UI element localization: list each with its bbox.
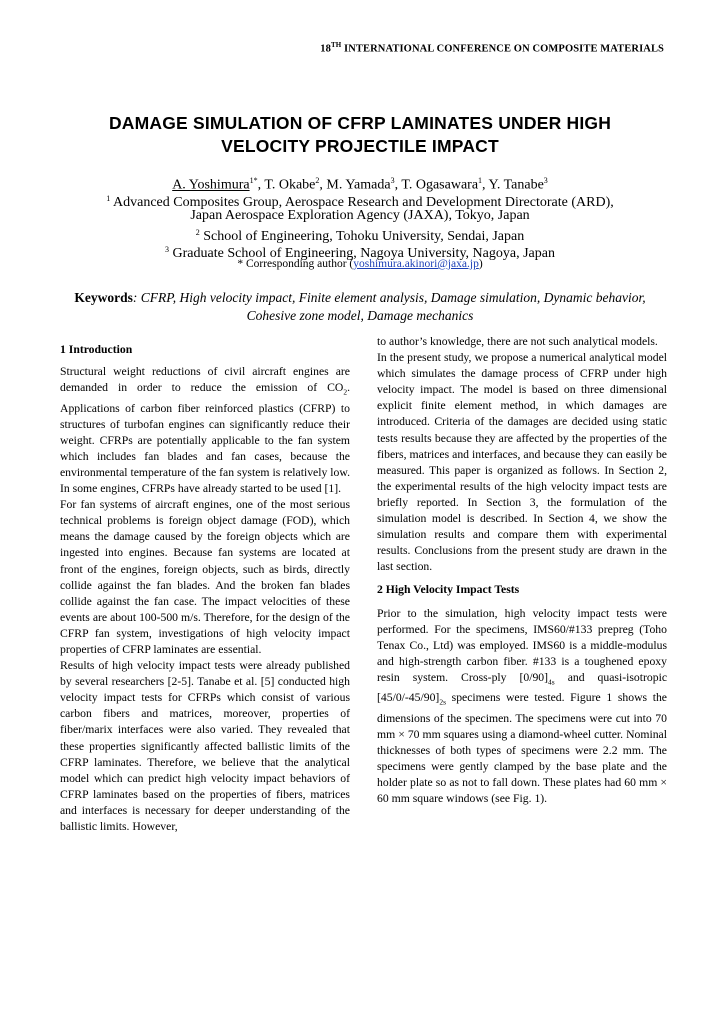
affiliation-1: $^1$ Advanced Composites Group, Aerospace Research and Development Directorate (ARD), bbox=[106, 194, 614, 210]
paragraph: Results of high velocity impact tests were already published by several researchers [2-5]. Tanabe et al. [5] conducted high velocity impact tests for CFRPs which consist of various carbon fibers and matrices, moreover, properties of fiber/marix interfaces were also varied. They revealed that these properties significantly affected ballistic limits of the CFRP laminates. Therefore, we believe that the analytical model which can predict high velocity impact behaviors of CFRP laminates based on the properties of fibers, matrices and interfaces is necessary for deeper understanding of the ballistic limits. However, bbox=[60, 659, 350, 834]
author-name: M. Yamada bbox=[326, 177, 391, 193]
keywords-label: Keywords bbox=[74, 290, 133, 305]
paragraph: For fan systems of aircraft engines, one of the most serious technical problems is foreign object damage (FOD), which means the damage caused by the foreign objects which are ingested into engines. Because fan systems are located at front of the engines, foreign objects, such as birds, directly collide against the fan blades. And the broken fan blades collide against the fan case. The impact velocities of these events are about 100-500 m/s. Therefore, for the design of the CFRP fan system, investigations of high velocity impact properties of CFRP laminates are essential. bbox=[60, 498, 350, 657]
paragraph: Prior to the simulation, high velocity impact tests were performed. For the specimens, IMS60/#133 prepreg (Toho Tenax Co., Ltd) was employed. IMS60 is a middle-modulus and high-strength carbon fiber. #133 is a toughened epoxy resin system. Cross-ply $[0/90]_{4s}$ and quasi-isotropic $[45/0/-45/90]_{2s}$ specimens were tested. Figure 1 shows the dimensions of the specimen. The specimens were cut into 70 mm × 70 mm squares using a diamond-wheel cutter. Nominal thicknesses of both types of specimens were 2.2 mm. The specimens were gently clamped by the base plate and the holder plate so as not to fall down. These plates had 60 mm × 60 mm square windows (see Fig. 1). bbox=[377, 606, 668, 806]
keywords bbox=[66, 289, 654, 325]
affiliation-1-cont: Japan Aerospace Exploration Agency (JAXA), Tokyo, Japan bbox=[190, 208, 530, 223]
right-column bbox=[377, 334, 667, 807]
paragraph: Structural weight reductions of civil aircraft engines are demanded in order to reduce the emission of $CO_2$. Applications of carbon fiber reinforced plastics (CFRP) to structures of turbofan engines can significantly reduce their weight. CFRPs are potentially applicable to the fan system which includes fan blades and fan cases, because the environmental temperature of the fan system is relatively low. In some engines, CFRPs have already started to be used [1]. bbox=[60, 365, 350, 496]
conference-header: 18TH INTERNATIONAL CONFERENCE ON COMPOSITE MATERIALS bbox=[320, 41, 664, 55]
email-link[interactable]: yoshimura.akinori@jaxa.jp bbox=[353, 258, 479, 270]
title-line-2: VELOCITY PROJECTILE IMPACT bbox=[221, 136, 499, 156]
author-name: A. Yoshimura bbox=[172, 177, 250, 193]
affiliation-3: $^3$ Graduate School of Engineering, Nagoya University, Nagoya, Japan bbox=[165, 245, 555, 261]
affiliation-2: $^2$ School of Engineering, Tohoku University, Sendai, Japan bbox=[195, 228, 525, 244]
paragraph: In the present study, we propose a numerical analytical model which simulates the damage process of CFRP under high velocity impact. The model is based on three dimensional explicit finite element method, in which damages are introduced. Criteria of the damages are decided using static tests results because they are affected by the properties of the fibers, matrices and interfaces, and because they can easily be measured. This paper is organized as follows. In Section 2, the experimental results of the high velocity impact tests are briefly reported. In Section 3, the formulation of the simulation model is described. In Section 4, we show the simulation results and compare them with experimental results. Conclusions from the present study are drawn in the last section. bbox=[377, 351, 667, 574]
paper-title bbox=[60, 112, 660, 158]
author-name: Y. Tanabe bbox=[488, 177, 544, 193]
title-line-1: DAMAGE SIMULATION OF CFRP LAMINATES UNDER HIGH bbox=[108, 113, 612, 133]
section-heading-impact-tests: 2 High Velocity Impact Tests bbox=[377, 583, 520, 597]
section-heading-introduction: 1 Introduction bbox=[60, 343, 133, 356]
corresponding-author: * Corresponding author (yoshimura.akinori@jaxa.jp) bbox=[237, 258, 483, 270]
author-name: T. Ogasawara bbox=[401, 177, 479, 193]
paragraph: to author’s knowledge, there are not such analytical models. bbox=[377, 335, 658, 348]
keywords-text: : CFRP, High velocity impact, Finite element analysis, Damage simulation, Dynamic behavior, Cohesive zone model, Damage mechanics bbox=[132, 290, 646, 323]
author-name: T. Okabe bbox=[264, 177, 316, 193]
author-list: A. Yoshimura$^{1*}$, T. Okabe$^2$, M. Yamada$^3$, T. Ogasawara$^1$, Y. Tanabe$^3$ bbox=[172, 176, 548, 193]
left-column bbox=[60, 334, 350, 835]
